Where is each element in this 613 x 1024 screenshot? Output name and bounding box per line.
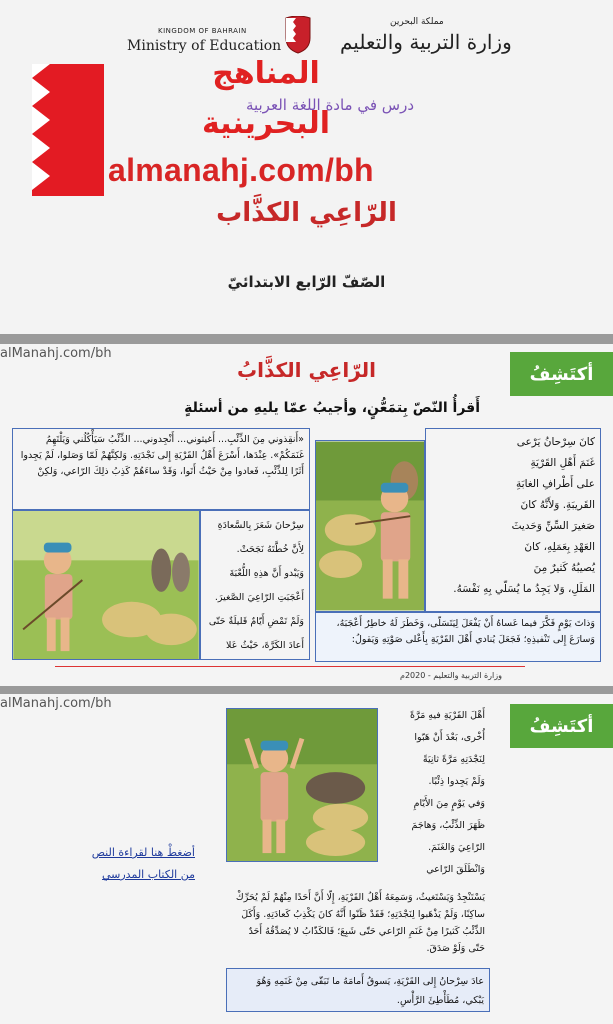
reading-slide-2 <box>0 694 613 1024</box>
story-line: على أَطْرافِ الغابَةِ <box>516 478 595 490</box>
slide-title: الرّاعِي الكذَّابُ <box>236 358 377 382</box>
instruction-text: أَقرأُ النّصّ بِتمَعُّنٍ، وأجيبُ عمّا يليهِ من أسئلةٍ <box>184 400 480 416</box>
story-line: الرّاعِيَ وَالغَنَمَ. <box>428 842 485 853</box>
story-line: وَانْطَلَقَ الرّاعي <box>426 864 485 875</box>
story-line: العَهْدِ بِعَمَلِهِ، كانَ <box>524 541 595 553</box>
footer-text: وزارة التربية والتعليم - 2020م <box>400 671 502 680</box>
story-line: وَيَبْدو أَنَّ هذِهِ اللُّعْبَةَ <box>229 568 304 579</box>
wolf-attack-illustration <box>226 708 378 862</box>
story-text-panel-2-top: «أَنقِذوني مِنَ الذِّئْبِ... أَغيثوني... أَنْجِدوني... الذِّئْبُ سَيَأْكُلُني وَيَلْتَهِمُ غَنَمَكُمْ». عِنْدَها، أَسْرَعَ أَهْلُ القَرْيَةِ إِلى نَجْدَتِهِ. وَلكِنَّهُمْ لَمّا وَصَلوا، لَمْ يَجِدوا أَثَرًا لِلذِّئْبِ، فَعادوا مِنْ حَيْثُ أَتَوا، وَقَدْ ساءَهُمْ كَذِبُ ذلِكَ الرّاعي، وَلكِنْ <box>12 428 310 510</box>
lesson-title: الرّاعِي الكذَّاب <box>216 198 397 228</box>
watermark-url: alManahj.com/bh <box>0 346 112 361</box>
story-text-panel-1 <box>425 428 601 612</box>
story-line: ظَهَرَ الذِّئْبُ، وَهاجَمَ <box>411 820 485 831</box>
logo-url: almanahj.com/bh <box>108 152 374 188</box>
kingdom-ar-label: مملكة البحرين <box>390 17 444 27</box>
kingdom-label: KINGDOM OF BAHRAIN <box>158 27 247 35</box>
logo-title-line-1: المناهج <box>212 56 320 91</box>
story-line: لِأَنَّ خُطَّتَهُ نَجَحَتْ. <box>236 544 304 555</box>
title-slide <box>0 0 613 334</box>
story-line: المَلَلِ، وَلا يَجِدُ ما يُسَلّي بِهِ نَفْسَهُ. <box>453 583 595 595</box>
discover-badge: أكتَشِفُ <box>510 352 613 396</box>
logo-title-line-2: البحرينية <box>201 106 331 141</box>
story-line: وَلَمْ يَجِدوا ذِئْبًا. <box>428 776 485 787</box>
reading-slide-1 <box>0 344 613 686</box>
ministry-en-label: Ministry of Education <box>127 38 282 54</box>
story-line: كانَ سِرْحانُ يَرْعى <box>516 436 595 448</box>
story-line: صَغيرَ السِّنِّ وَحَديثَ <box>511 520 595 532</box>
story-line: وَلَمْ تَمْضِ أَيّامٌ قَليلَةٌ حَتّى <box>208 616 304 627</box>
story-text-panel-3 <box>378 702 490 886</box>
story-closing-panel: عادَ سِرْحانُ إِلى القَرْيَةِ، يَسوقُ أَمامَهُ ما تَبَقّى مِنْ غَنَمِهِ وَهُوَ يَبْكي، مُطَأْطِئَ الرَّأْسِ. <box>226 968 490 1012</box>
story-line: غَنَمَ أَهْلِ القَرْيَةِ <box>530 457 595 469</box>
watermark-url: alManahj.com/bh <box>0 696 112 711</box>
textbook-link[interactable]: من الكتاب المدرسي <box>101 868 195 881</box>
subject-line: درس في مادة اللغة العربية <box>245 96 415 114</box>
almanahj-flag-logo <box>32 64 104 196</box>
grade-label: الصّفّ الرّابع الابتدائيّ <box>227 273 386 291</box>
discover-badge: أكتَشِفُ <box>510 704 613 748</box>
shepherd-flute-illustration <box>315 440 425 612</box>
story-text-panel-3-bottom: يَسْتَنْجِدُ وَيَسْتَغيثُ، وَسَمِعَهُ أَهْلُ القَرْيَةِ، إِلّا أَنَّ أَحَدًا مِنْهُمْ لَمْ يُحَرِّكْ ساكِنًا، وَلَمْ يَذْهَبوا لِنَجْدَتِهِ؛ فَقَدْ ظَنّوا أَنَّهُ كانَ يَكْذِبُ كَعادَتِهِ. وَأَكَلَ الذِّئْبُ كَثيرًا مِنْ غَنَمِ الرّاعي حَتّى شَبِعَ؛ فَالكَذّابُ لا يُصَدِّقُهُ أَحَدٌ حَتّى وَلَوْ صَدَقَ. <box>235 892 485 954</box>
story-line: أَعادَ الكَرَّةَ، حَيْثُ عَلا <box>226 640 304 651</box>
story-line: لِنَجْدَتِهِ مَرَّةً ثانِيَةً <box>422 754 485 765</box>
story-line: أَعْجَبَتِ الرّاعِيَ الصَّغيرَ. <box>214 592 304 603</box>
bahrain-emblem-icon <box>283 16 313 54</box>
story-text-panel-1-bottom: وَذاتَ يَوْمٍ فَكَّرَ فيما عَساهُ أَنْ يَفْعَلَ لِيَتَسَلّى، وَخَطَرَ لَهُ خاطِرٌ أَعْجَبَهُ، وَسارَعَ إِلى تَنْفيذِهِ؛ فَجَعَلَ يُنادي أَهْلَ القَرْيَةِ بِأَعْلى صَوْتِهِ وَيَقولُ: <box>315 612 601 662</box>
story-line: أَهْلَ القَرْيَةِ فيهِ مَرَّةً <box>409 710 485 721</box>
read-text-link[interactable]: أضغطْ هنا لقراءة النص <box>91 846 195 859</box>
story-text-panel-2 <box>200 510 310 660</box>
story-line: يُصيبُهُ كَثيرٌ مِنَ <box>533 562 595 574</box>
footer-divider <box>55 666 525 667</box>
story-line: القَريبَةِ. وَلأَنَّهُ كانَ <box>520 499 595 511</box>
story-line: وَفي يَوْمٍ مِنَ الأَيّامِ <box>413 798 485 809</box>
shepherd-shouting-illustration <box>12 510 200 660</box>
ministry-ar-label: وزارة التربية والتعليم <box>340 30 512 54</box>
story-line: أُخْرى، بَعْدَ أَنْ هَبّوا <box>414 732 485 743</box>
story-line: سِرْحانَ شَعَرَ بِالسَّعادَةِ <box>217 520 304 531</box>
